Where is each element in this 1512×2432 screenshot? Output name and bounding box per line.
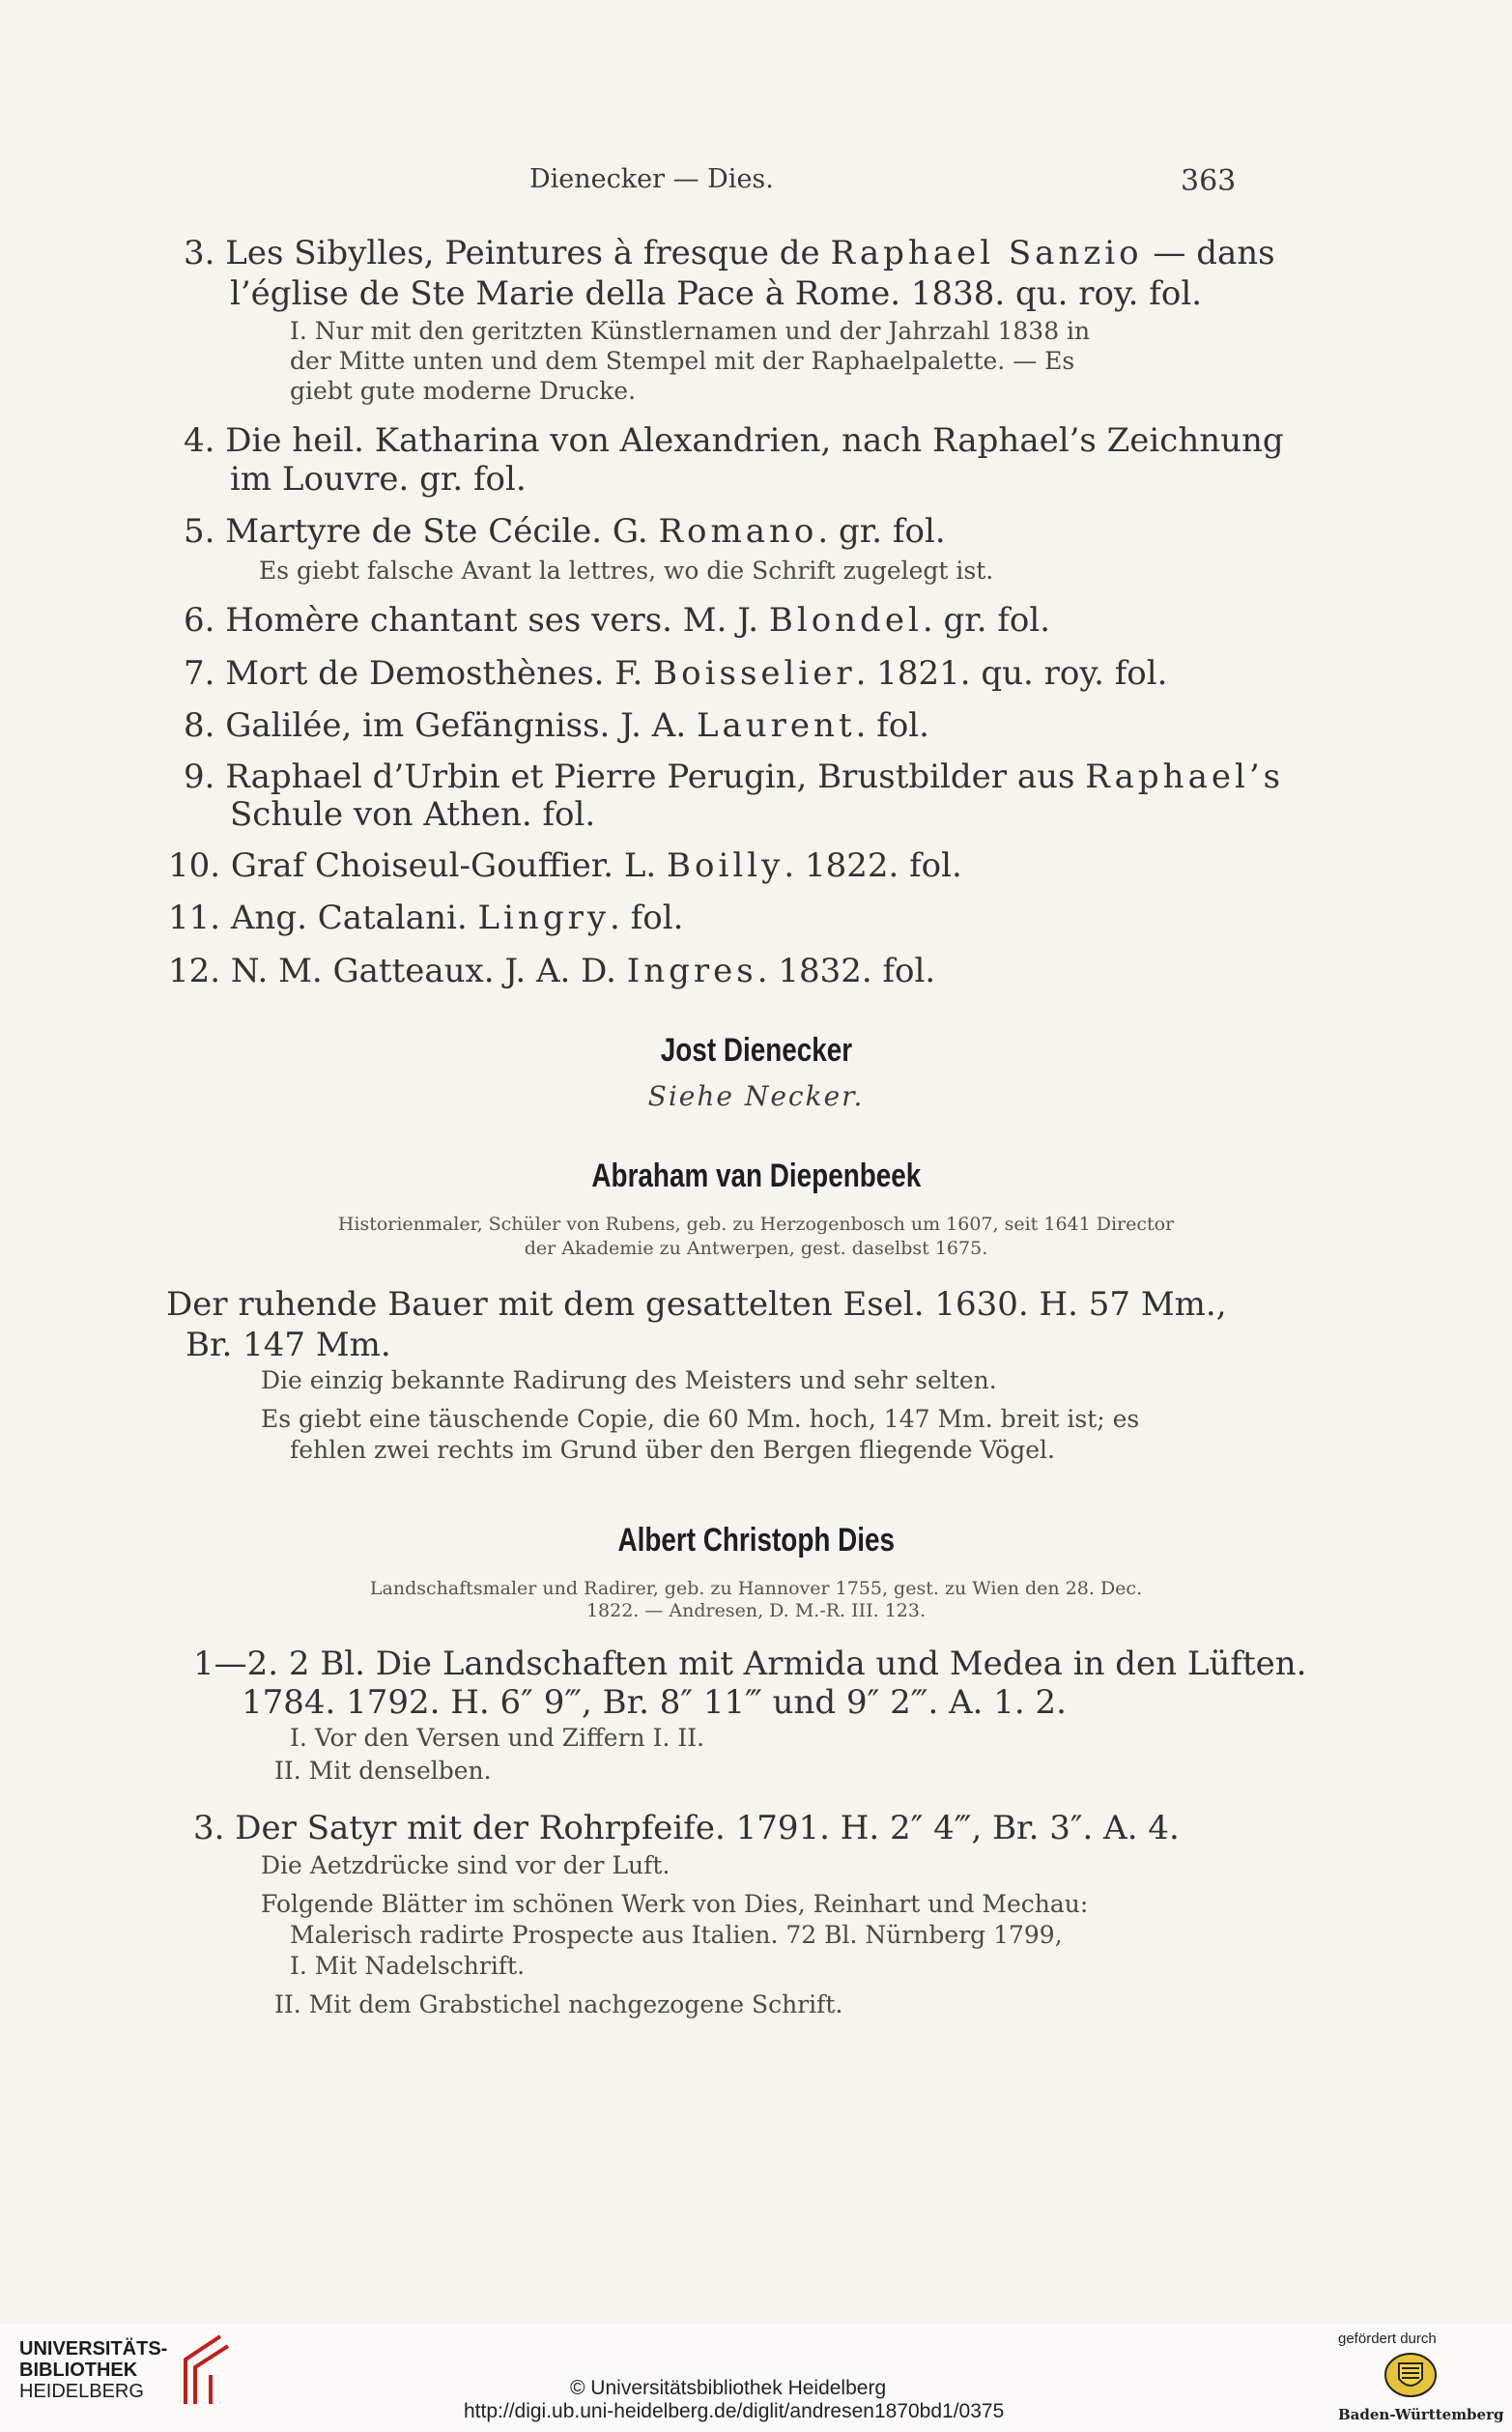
artist-bio: Historienmaler, Schüler von Rubens, geb. zu Herzogenbosch um 1607, seit 1641 Director: [337, 1214, 1175, 1235]
entry-3-line2: l’église de Ste Marie della Pace à Rome. 1838. qu. roy. fol.: [230, 274, 1203, 313]
entry-4-line1: 4. Die heil. Katharina von Alexandrien, nach Raphael’s Zeichnung: [184, 421, 1284, 460]
work-note: fehlen zwei rechts im Grund über den Bergen fliegende Vögel.: [290, 1436, 1055, 1464]
work-note: Malerisch radirte Prospecte aus Italien. 72 Bl. Nürnberg 1799,: [290, 1921, 1063, 1949]
entry-3-line1: 3. Les Sibylles, Peintures à fresque de Raphael Sanzio — dans: [184, 234, 1275, 272]
entry-9-line1: 9. Raphael d’Urbin et Pierre Perugin, Brustbilder aus Raphael’s: [184, 758, 1285, 796]
section-albert: [0, 1522, 1512, 1559]
entry-7: 7. Mort de Demosthènes. F. Boisselier. 1821. qu. roy. fol.: [184, 654, 1168, 693]
running-title: Dienecker — Dies.: [529, 164, 774, 194]
work-note: Es giebt eine täuschende Copie, die 60 Mm. hoch, 147 Mm. breit ist; es: [261, 1405, 1140, 1433]
entry-3-note: giebt gute moderne Drucke.: [290, 377, 637, 405]
entry-6: 6. Homère chantant ses vers. M. J. Blondel. gr. fol.: [184, 601, 1051, 640]
entry-8: 8. Galilée, im Gefängniss. J. A. Laurent. fol.: [184, 706, 929, 745]
work-note: Die einzig bekannte Radirung des Meisters und sehr selten.: [261, 1366, 997, 1394]
work-state: II. Mit denselben.: [274, 1757, 492, 1785]
entry-4-line2: im Louvre. gr. fol.: [230, 460, 527, 499]
entry-12: 12. N. M. Gatteaux. J. A. D. Ingres. 1832. fol.: [168, 952, 936, 990]
page-number: 363: [1181, 164, 1237, 198]
work-title: 1784. 1792. H. 6″ 9‴, Br. 8″ 11‴ und 9″ 2‴. A. 1. 2.: [242, 1683, 1067, 1722]
work-note: Die Aetzdrücke sind vor der Luft.: [261, 1851, 670, 1879]
funder-name: Baden-Württemberg: [1338, 2406, 1504, 2423]
library-emblem-icon: [172, 2332, 232, 2408]
entry-5-note: Es giebt falsche Avant la lettres, wo die Schrift zugelegt ist.: [259, 557, 994, 585]
entry-11: 11. Ang. Catalani. Lingry. fol.: [168, 899, 684, 937]
work-state: I. Mit Nadelschrift.: [290, 1952, 526, 1980]
permalink[interactable]: http://digi.ub.uni-heidelberg.de/diglit/andresen1870bd1/0375: [464, 2400, 1005, 2422]
section-jost: [0, 1032, 1512, 1070]
section-abraham: [0, 1158, 1512, 1195]
library-name: UNIVERSITÄTS- BIBLIOTHEK HEIDELBERG: [19, 2338, 168, 2402]
artist-bio: Landschaftsmaler und Radirer, geb. zu Hannover 1755, gest. zu Wien den 28. Dec.: [369, 1578, 1143, 1599]
work-state: II. Mit dem Grabstichel nachgezogene Schrift.: [274, 1990, 843, 2018]
entry-5-line1: 5. Martyre de Ste Cécile. G. Romano. gr. fol.: [184, 512, 946, 551]
artist-heading: Jost Dienecker: [660, 1032, 852, 1069]
artist-bio: der Akademie zu Antwerpen, gest. daselbst 1675.: [524, 1238, 988, 1259]
library-logo: [19, 2338, 167, 2402]
entry-3-note: I. Nur mit den geritzten Künstlernamen und der Jahrzahl 1838 in: [290, 317, 1091, 345]
funding-label: gefördert durch: [1338, 2331, 1437, 2347]
work-title: Der ruhende Bauer mit dem gesattelten Esel. 1630. H. 57 Mm.,: [166, 1285, 1227, 1324]
cross-reference: Siehe Necker.: [647, 1080, 865, 1112]
work-state: I. Vor den Versen und Ziffern I. II.: [290, 1724, 705, 1752]
entry-3-note: der Mitte unten und dem Stempel mit der Raphaelpalette. — Es: [290, 347, 1075, 375]
artist-heading: Abraham van Diepenbeek: [591, 1158, 921, 1194]
work-title: 1—2. 2 Bl. Die Landschaften mit Armida und Medea in den Lüften.: [193, 1645, 1307, 1683]
coat-of-arms-icon: [1382, 2350, 1440, 2400]
work-title: Br. 147 Mm.: [185, 1326, 391, 1364]
work-title: 3. Der Satyr mit der Rohrpfeife. 1791. H. 2″ 4‴, Br. 3″. A. 4.: [193, 1809, 1180, 1847]
copyright-notice: © Universitätsbibliothek Heidelberg: [570, 2377, 887, 2399]
work-note: Folgende Blätter im schönen Werk von Dies, Reinhart und Mechau:: [261, 1890, 1089, 1918]
artist-bio: 1822. — Andresen, D. M.-R. III. 123.: [585, 1600, 927, 1621]
artist-heading: Albert Christoph Dies: [617, 1522, 895, 1559]
entry-9-line2: Schule von Athen. fol.: [230, 795, 596, 834]
entry-10: 10. Graf Choiseul-Gouffier. L. Boilly. 1822. fol.: [168, 846, 962, 885]
